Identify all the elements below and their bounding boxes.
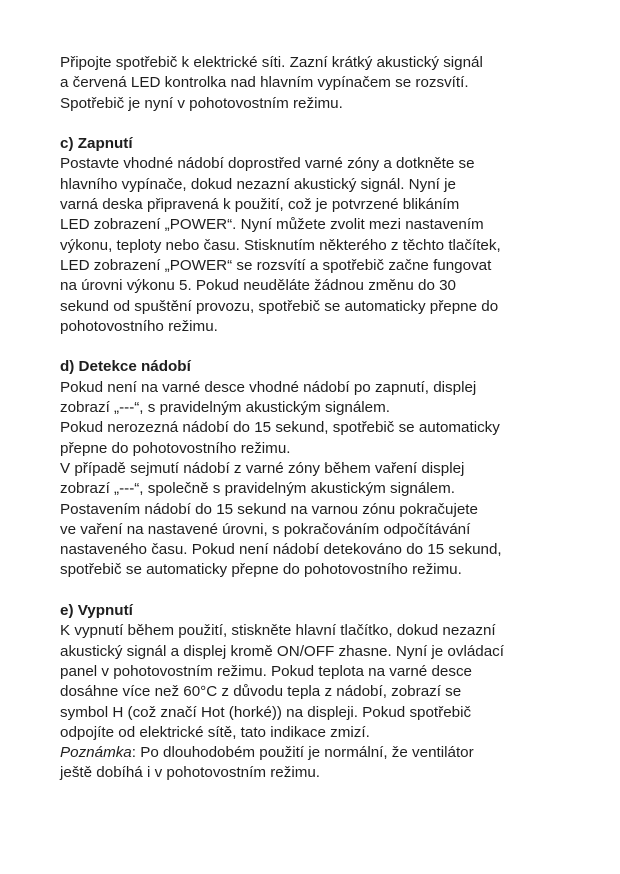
section-line: odpojíte od elektrické sítě, tato indikace zmizí. xyxy=(60,723,370,741)
section-line: přepne do pohotovostního režimu. xyxy=(60,439,291,457)
section-line: sekund od spuštění provozu, spotřebič se automaticky přepne do xyxy=(60,297,499,315)
section-line: Postavením nádobí do 15 sekund na varnou zónu pokračujete xyxy=(60,500,478,518)
section-heading: d) Detekce nádobí xyxy=(60,358,191,376)
section-line: zobrazí „---“, společně s pravidelným akustickým signálem. xyxy=(60,480,456,498)
section-line: symbol H (což značí Hot (horké)) na displeji. Pokud spotřebič xyxy=(60,703,472,721)
section-line: spotřebič se automaticky přepne do pohotovostního režimu. xyxy=(60,561,462,579)
section-line: na úrovni výkonu 5. Pokud neuděláte žádnou změnu do 30 xyxy=(60,277,457,295)
section-line: panel v pohotovostním režimu. Pokud teplota na varné desce xyxy=(60,662,472,680)
section-line: LED zobrazení „POWER“. Nyní můžete zvolit mezi nastavením xyxy=(60,216,484,234)
intro-line: Připojte spotřebič k elektrické síti. Zazní krátký akustický signál xyxy=(60,54,483,71)
section-line: akustický signál a displej kromě ON/OFF zhasne. Nyní je ovládací xyxy=(60,642,504,660)
section-zapnuti xyxy=(60,134,560,337)
section-line: pohotovostního režimu. xyxy=(60,317,218,335)
note-text: : Po dlouhodobém použití je normální, že ventilátor xyxy=(131,744,474,762)
section-line: V případě sejmutí nádobí z varné zóny během vaření displej xyxy=(60,459,465,477)
section-line: dosáhne více než 60°C z důvodu tepla z nádobí, zobrazí se xyxy=(60,683,462,701)
section-line: nastaveného času. Pokud není nádobí detekováno do 15 sekund, xyxy=(60,541,502,559)
note-line xyxy=(60,743,560,763)
intro-line: Spotřebič je nyní v pohotovostním režimu. xyxy=(60,94,343,112)
section-line: K vypnutí během použití, stiskněte hlavní tlačítko, dokud nezazní xyxy=(60,622,496,640)
section-line: varná deska připravená k použití, což je potvrzené blikáním xyxy=(60,196,460,214)
section-vypnuti xyxy=(60,601,560,784)
note-line: ještě dobíhá i v pohotovostním režimu. xyxy=(60,764,321,782)
section-heading: e) Vypnutí xyxy=(60,602,133,620)
section-line: Pokud není na varné desce vhodné nádobí po zapnutí, displej xyxy=(60,378,477,396)
intro-line: a červená LED kontrolka nad hlavním vypínačem se rozsvítí. xyxy=(60,74,469,92)
document-page xyxy=(60,53,560,784)
section-line: LED zobrazení „POWER“ se rozsvítí a spotřebič začne fungovat xyxy=(60,256,492,274)
section-line: Postavte vhodné nádobí doprostřed varné zóny a dotkněte se xyxy=(60,155,475,173)
section-line: výkonu, teploty nebo času. Stisknutím některého z těchto tlačítek, xyxy=(60,236,501,254)
section-line: hlavního vypínače, dokud nezazní akustický signál. Nyní je xyxy=(60,175,456,193)
intro-paragraph xyxy=(60,53,560,114)
section-line: zobrazí „---“, s pravidelným akustickým signálem. xyxy=(60,399,390,417)
section-line: ve vaření na nastavené úrovni, s pokračováním odpočítávání xyxy=(60,520,471,538)
section-line: Pokud nerozezná nádobí do 15 sekund, spotřebič se automaticky xyxy=(60,419,500,437)
section-detekce-nadobi xyxy=(60,357,560,580)
section-heading: c) Zapnutí xyxy=(60,135,133,153)
note-label: Poznámka xyxy=(60,744,132,762)
